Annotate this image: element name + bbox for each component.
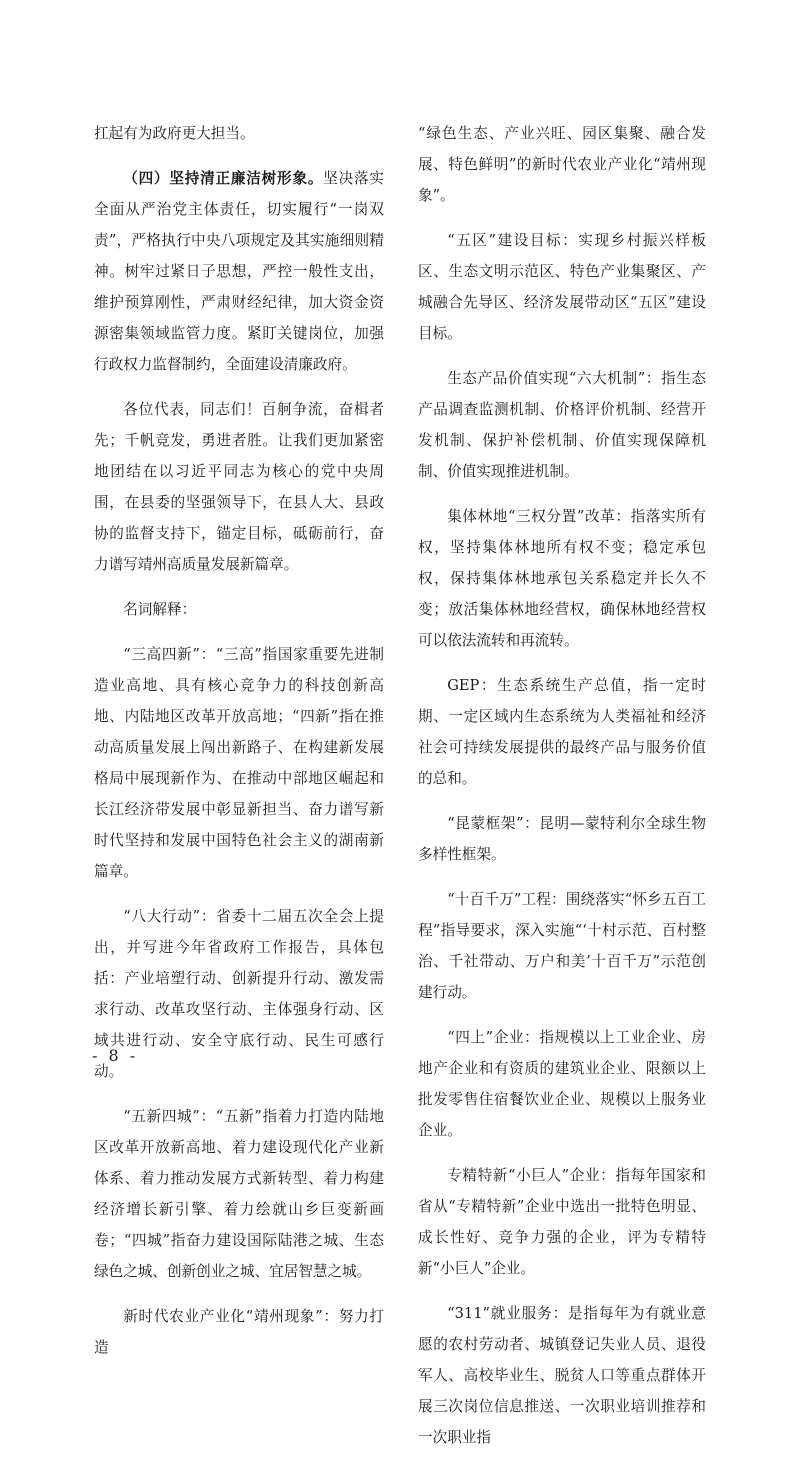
glossary-item-sishang: “四上”企业：指规模以上工业企业、房地产企业和有资质的建筑业企业、限额以上批发零售住宿餐饮业企业、规模以上服务业企业。 (418, 1029, 706, 1139)
section-heading-four: （四）坚持清正廉洁树形象。 (123, 170, 324, 187)
glossary-heading: 名词解释： (123, 601, 197, 618)
page-number: - 8 - (92, 1046, 139, 1065)
glossary-item-eight-actions: “八大行动”：省委十二届五次全会上提出，并写进今年省政府工作报告，具体包括：产业培塑行动、创新提升行动、激发需求行动、改革攻坚行动、主体强身行动、区域共进行动、安全守底行动、民生可感行动。 (94, 908, 384, 1080)
glossary-item-wuxin-sicheng: “五新四城”：“五新”指着力打造内陆地区改革开放新高地、着力建设现代化产业新体系、着力推动发展方式新转型、着力构建经济增长新引擎、着力绘就山乡巨变新画卷；“四城”指奋力建设国际陆港之城、生态绿色之城、创新创业之城、宜居智慧之城。 (94, 1108, 384, 1280)
section-body-four: 坚决落实全面从严治党主体责任，切实履行“一岗双责”，严格执行中央八项规定及其实施细则精神。树牢过紧日子思想，严控一般性支出，维护预算刚性，严肃财经纪律，加大资金资源密集领域监管力度。紧盯关键岗位，加强行政权力监督制约，全面建设清廉政府。 (94, 170, 384, 373)
right-column (418, 118, 706, 1467)
left-paragraph-3: 各位代表，同志们！百舸争流，奋楫者先；千帆竞发，勇进者胜。让我们更加紧密地团结在以习近平同志为核心的党中央周围，在县委的坚强领导下，在县人大、县政协的监督支持下，锚定目标，砥砺前行，奋力谱写靖州高质量发展新篇章。 (94, 401, 384, 573)
glossary-item-six-mechanisms: 生态产品价值实现“六大机制”：指生态产品调查监测机制、价格评价机制、经营开发机制、保护补偿机制、价值实现保障机制、价值实现推进机制。 (418, 370, 706, 480)
glossary-item-little-giant: 专精特新“小巨人”企业：指每年国家和省从“专精特新”企业中选出一批特色明显、成长性好、竞争力强的企业，评为专精特新“小巨人”企业。 (418, 1167, 706, 1277)
glossary-item-three-rights: 集体林地“三权分置”改革：指落实所有权，坚持集体林地所有权不变；稳定承包权，保持集体林地承包关系稳定并长久不变；放活集体林地经营权，确保林地经营权可以依法流转和再流转。 (418, 508, 706, 649)
glossary-item-311-employment: “311”就业服务：是指每年为有就业意愿的农村劳动者、城镇登记失业人员、退役军人、高校毕业生、脱贫人口等重点群体开展三次岗位信息推送、一次职业培训推荐和一次职业指 (418, 1305, 706, 1446)
glossary-item-gep: GEP：生态系统生产总值，指一定时期、一定区域内生态系统为人类福祉和经济社会可持续发展提供的最终产品与服务价值的总和。 (418, 677, 706, 787)
glossary-item-sangao-sixin: “三高四新”：“三高”指国家重要先进制造业高地、具有核心竞争力的科技创新高地、内陆地区改革开放高地；“四新”指在推动高质量发展上闯出新路子、在构建新发展格局中展现新作为、在推动中部地区崛起和长江经济带发展中彰显新担当、奋力谱写新时代坚持和发展中国特色社会主义的湖南新篇章。 (94, 646, 384, 880)
glossary-item-jingzhou-phenomenon-start: 新时代农业产业化“靖州现象”：努力打造 (94, 1308, 384, 1356)
left-paragraph-1: 扛起有为政府更大担当。 (94, 125, 255, 142)
glossary-item-shibaiqianwan: “十百千万”工程：围绕落实“怀乡五百工程”指导要求，深入实施“‘十村示范、百村整治、千社带动、万户和美’十百千万”示范创建行动。 (418, 891, 706, 1001)
glossary-item-five-zones: “五区”建设目标：实现乡村振兴样板区、生态文明示范区、特色产业集聚区、产城融合先导区、经济发展带动区“五区”建设目标。 (418, 232, 706, 342)
glossary-item-jingzhou-phenomenon-end: “绿色生态、产业兴旺、园区集聚、融合发展、特色鲜明”的新时代农业产业化“靖州现象”。 (418, 125, 706, 204)
glossary-item-kunming-montreal: “昆蒙框架”：昆明—蒙特利尔全球生物多样性框架。 (418, 815, 706, 863)
left-paragraph-2 (94, 163, 384, 380)
left-column (94, 118, 384, 1377)
